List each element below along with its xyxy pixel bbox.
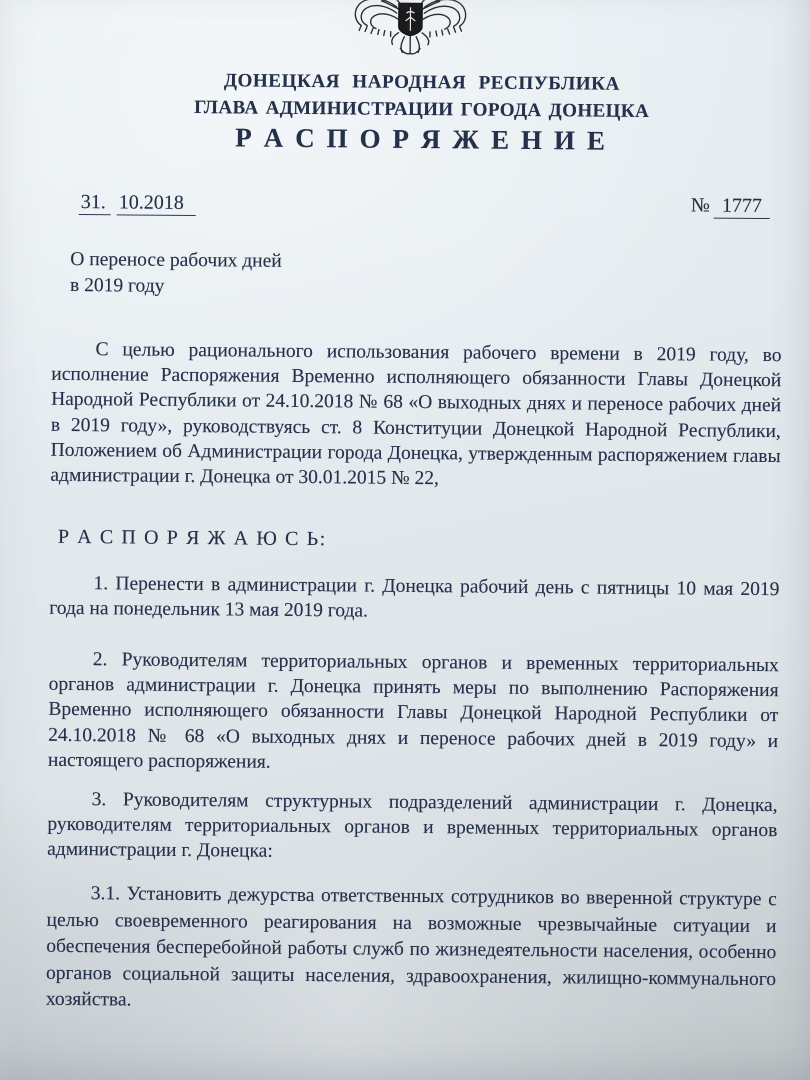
number-sign: №: [690, 194, 711, 217]
document-number: [691, 194, 770, 218]
order-item-2: 2. Руководителям территориальных органов и временных территориальных органов администрации г. Донецка принять меры по выполнению Распоряжения Временно исполняющего обязанности Главы Донецкой Народной Республики от 24.10.2018 № 68 «О выходных днях и переносе рабочих дней в 2019 году» и настоящего распоряжения.: [47, 649, 779, 773]
republic-name: ДОНЕЦКАЯ НАРОДНАЯ РЕСПУБЛИКА: [223, 70, 620, 95]
order-item-3: 3. Руководителям структурных подразделений администрации г. Донецка, руководителям территориальных органов и временных территориальных органов администрации г. Донецка:: [47, 789, 778, 863]
decree-declaration: Р А С П О Р Я Ж А Ю С Ь:: [57, 525, 327, 551]
subject-line-2: в 2019 году: [70, 274, 165, 297]
order-item-1: 1. Перенести в администрации г. Донецка рабочий день с пятницы 10 мая 2019 года на понедельник 13 мая 2019 года.: [49, 573, 780, 622]
document-type-title: Р А С П О Р Я Ж Е Н И Е: [235, 122, 608, 156]
number-value: 1777: [714, 195, 770, 219]
subject-line-1: О переносе рабочих дней: [70, 248, 282, 272]
dnr-coat-of-arms-icon: [351, 0, 470, 61]
document-date: [79, 191, 196, 215]
order-item-3-1: 3.1. Установить дежурства ответственных сотрудников во вверенной структуре с целью своевременного реагирования на возможные чрезвычайные ситуации и обеспечения бесперебойной работы служб по жизнедеятельности населения, особенно органов социальной защиты населения, здравоохранения, жилищно-коммунального хозяйства.: [45, 883, 777, 1011]
document-subject: [70, 247, 282, 301]
date-day: 31.: [79, 191, 111, 215]
authority-name: ГЛАВА АДМИНИСТРАЦИИ ГОРОДА ДОНЕЦКА: [194, 97, 650, 123]
preamble-paragraph: С целью рационального использования рабочего времени в 2019 году, во исполнение Распоряжения Временно исполняющего обязанности Главы Донецкой Народной Республики от 24.10.2018 № 68 «О выходных днях и переносе рабочих дней в 2019 году», руководствуясь ст. 8 Конституции Донецкой Народной Республики, Положением об Администрации города Донецка, утвержденным распоряжением главы администрации г. Донецка от 30.01.2015 № 22,: [50, 339, 782, 490]
date-month-year: 10.2018: [117, 191, 196, 216]
